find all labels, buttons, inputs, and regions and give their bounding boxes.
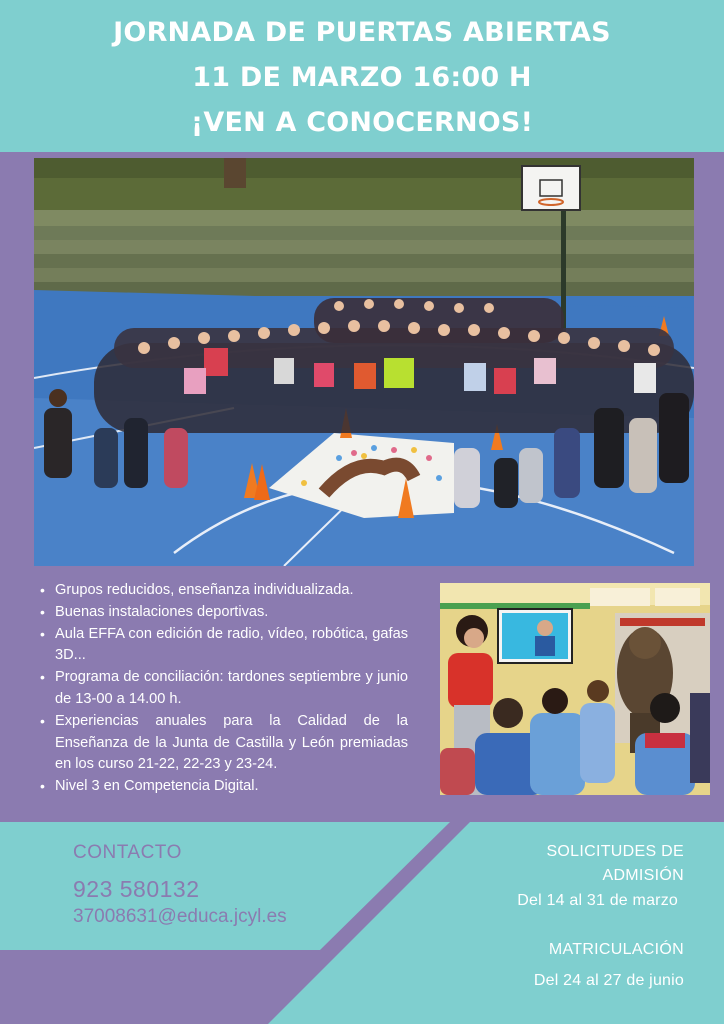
schoolyard-photo	[34, 158, 694, 566]
classroom-photo	[440, 583, 710, 795]
header-title: JORNADA DE PUERTAS ABIERTAS	[113, 16, 611, 48]
bullet-icon: •	[40, 778, 45, 795]
contact-email[interactable]: 37008631@educa.jcyl.es	[73, 906, 287, 927]
features-list	[40, 580, 408, 798]
bullet-icon: •	[40, 582, 45, 598]
feature-item: • Buenas instalaciones deportivas.	[40, 602, 408, 624]
bullet-icon: •	[40, 669, 45, 686]
feature-item: • Nivel 3 en Competencia Digital.	[40, 776, 408, 798]
bullet-icon: •	[40, 625, 45, 642]
feature-item: • Grupos reducidos, enseñanza individualizada.	[40, 580, 408, 602]
enrollment-dates: Del 24 al 27 de junio	[533, 972, 684, 989]
contact-title: CONTACTO	[73, 842, 182, 863]
enrollment-title: MATRICULACIÓN	[548, 941, 684, 958]
feature-item: • Aula EFFA con edición de radio, vídeo, robótica, gafas 3D...	[40, 625, 408, 664]
header-banner	[0, 0, 724, 152]
bullet-icon: •	[40, 603, 45, 620]
feature-item: • Programa de conciliación: tardones septiembre y junio de 13-00 a 14.00 h.	[40, 669, 408, 707]
contact-phone[interactable]: 923 580132	[73, 876, 200, 902]
admission-title: SOLICITUDES DE ADMISIÓN	[546, 843, 684, 884]
bullet-icon: •	[40, 712, 45, 729]
header-date: 11 DE MARZO 16:00 H	[192, 61, 532, 93]
header-invitation: ¡VEN A CONOCERNOS!	[190, 106, 534, 138]
feature-item: • Experiencias anuales para la Calidad de la Enseñanza de la Junta de Castilla y León premiadas en los curso 21-22, 22-23 y 23-24.	[40, 712, 408, 773]
admission-dates: Del 14 al 31 de marzo	[517, 892, 678, 909]
